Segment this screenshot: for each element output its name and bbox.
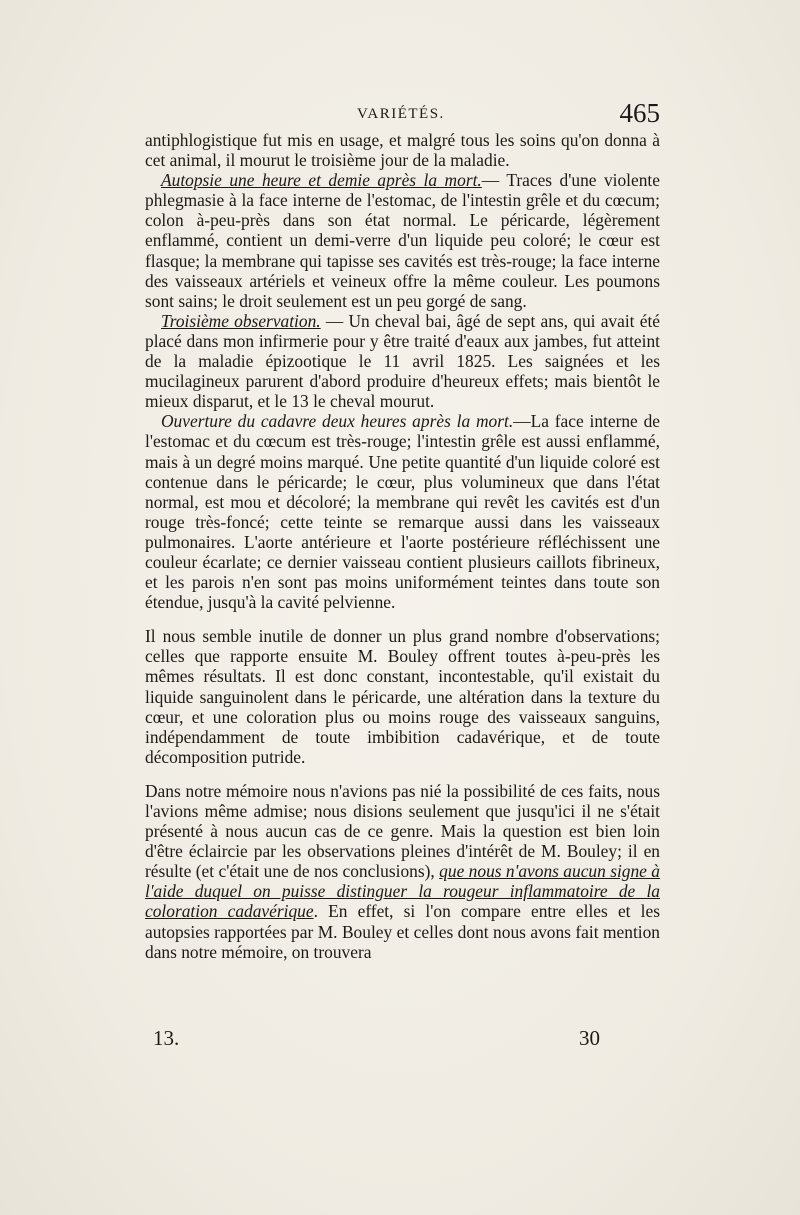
paragraph-text: Dans notre mémoire nous n'avions pas nié la possibilité de ces faits, nous l'avions même admise; nous disions seulement que jusqu'ici il ne s'était présenté à nous aucun cas de ce genre. Mais la question est bien loin d'être éclaircie par les observations pleines d'intérêt de M. Bouley; il en résulte (et c'était une de nos conclusions), — [145, 780, 660, 882]
leaf-number: 30 — [579, 1026, 600, 1050]
paragraph-memoir — [145, 781, 660, 962]
paragraph-text: — Traces d'une violente phlegmasie à la face interne de l'estomac, de l'intestin grêle et du cœcum; colon à-peu-près dans son état normal. Le péricarde, légèrement enflammé, contient un demi-verre d'un liquide peu coloré; le cœur est flasque; la membrane qui tapisse ses cavités est très-rouge; la face interne des vaisseaux artériels et veineux offre la même couleur. Les poumons sont sains; le droit seulement est un peu gorgé de sang. — [145, 170, 660, 311]
paragraph-continuation — [145, 130, 660, 170]
running-title: VARIÉTÉS. — [357, 106, 445, 122]
observation-heading: Troisième observation. — [161, 310, 321, 331]
page-number: 465 — [619, 98, 660, 128]
paragraph-autopsy — [145, 170, 660, 311]
paragraph-text: Il nous semble inutile de donner un plus grand nombre d'observations; celles que rapporte ensuite M. Bouley offrent toutes à-peu-près les mêmes résultats. Il est donc constant, incontestable, qu'il existait du liquide sanguinolent dans le péricarde, une altération dans la texture du cœur, et une coloration plus ou moins rouge des vaisseaux sanguins, indépendamment de toute imbibition cadavérique, et de toute décomposition putride. — [145, 626, 660, 767]
paragraph-summary — [145, 626, 660, 767]
paragraph-text: — Un cheval bai, âgé de sept ans, qui avait été placé dans mon infirmerie pour y être traité d'eaux aux jambes, fut atteint de la maladie épizootique le 11 avril 1825. Les saignées et les mucilagineux parurent d'abord produire d'heureux effets; mais bientôt le mieux disparut, et le 13 le cheval mourut. — [145, 310, 660, 412]
paragraph-third-observation — [145, 311, 660, 411]
conclusion-quote: que nous n'avons aucun signe à l'aide duquel on puisse distinguer la rougeur inflammatoire de la coloration cadavérique — [145, 861, 660, 922]
paragraph-text: . En effet, si l'on compare entre elles et les autopsies rapportées par M. Bouley et celles dont nous avons fait mention dans notre mémoire, on trouvera — [145, 901, 660, 962]
paragraph-cadaver-opening — [145, 411, 660, 612]
cadaver-heading: Ouverture du cadavre deux heures après la mort. — [161, 411, 514, 432]
page-header — [145, 98, 660, 132]
paragraph-text: —La face interne de l'estomac et du cœcum est très-rouge; l'intestin grêle est aussi enflammé, mais à un degré moins marqué. Une petite quantité d'un liquide coloré est contenue dans le péricarde; le cœur, plus volumineux que dans l'état normal, est mou et décoloré; la membrane qui revêt les cavités est d'un rouge très-foncé; cette teinte se remarque aussi dans les vaisseaux pulmonaires. L'aorte antérieure et l'aorte postérieure réfléchissent une couleur écarlate; ce dernier vaisseau contient plusieurs caillots fibrineux, et les parois n'en sont pas moins uniformément teintes dans toute son étendue, jusqu'à la cavité pelvienne. — [145, 411, 660, 613]
signature-mark: 13. — [153, 1026, 180, 1050]
body-text — [145, 130, 660, 962]
autopsy-heading: Autopsie une heure et demie après la mort. — [161, 170, 482, 191]
paragraph-text: antiphlogistique fut mis en usage, et malgré tous les soins qu'on donna à cet animal, il mourut le troisième jour de la maladie. — [145, 130, 660, 171]
page-footer — [145, 1026, 660, 1056]
